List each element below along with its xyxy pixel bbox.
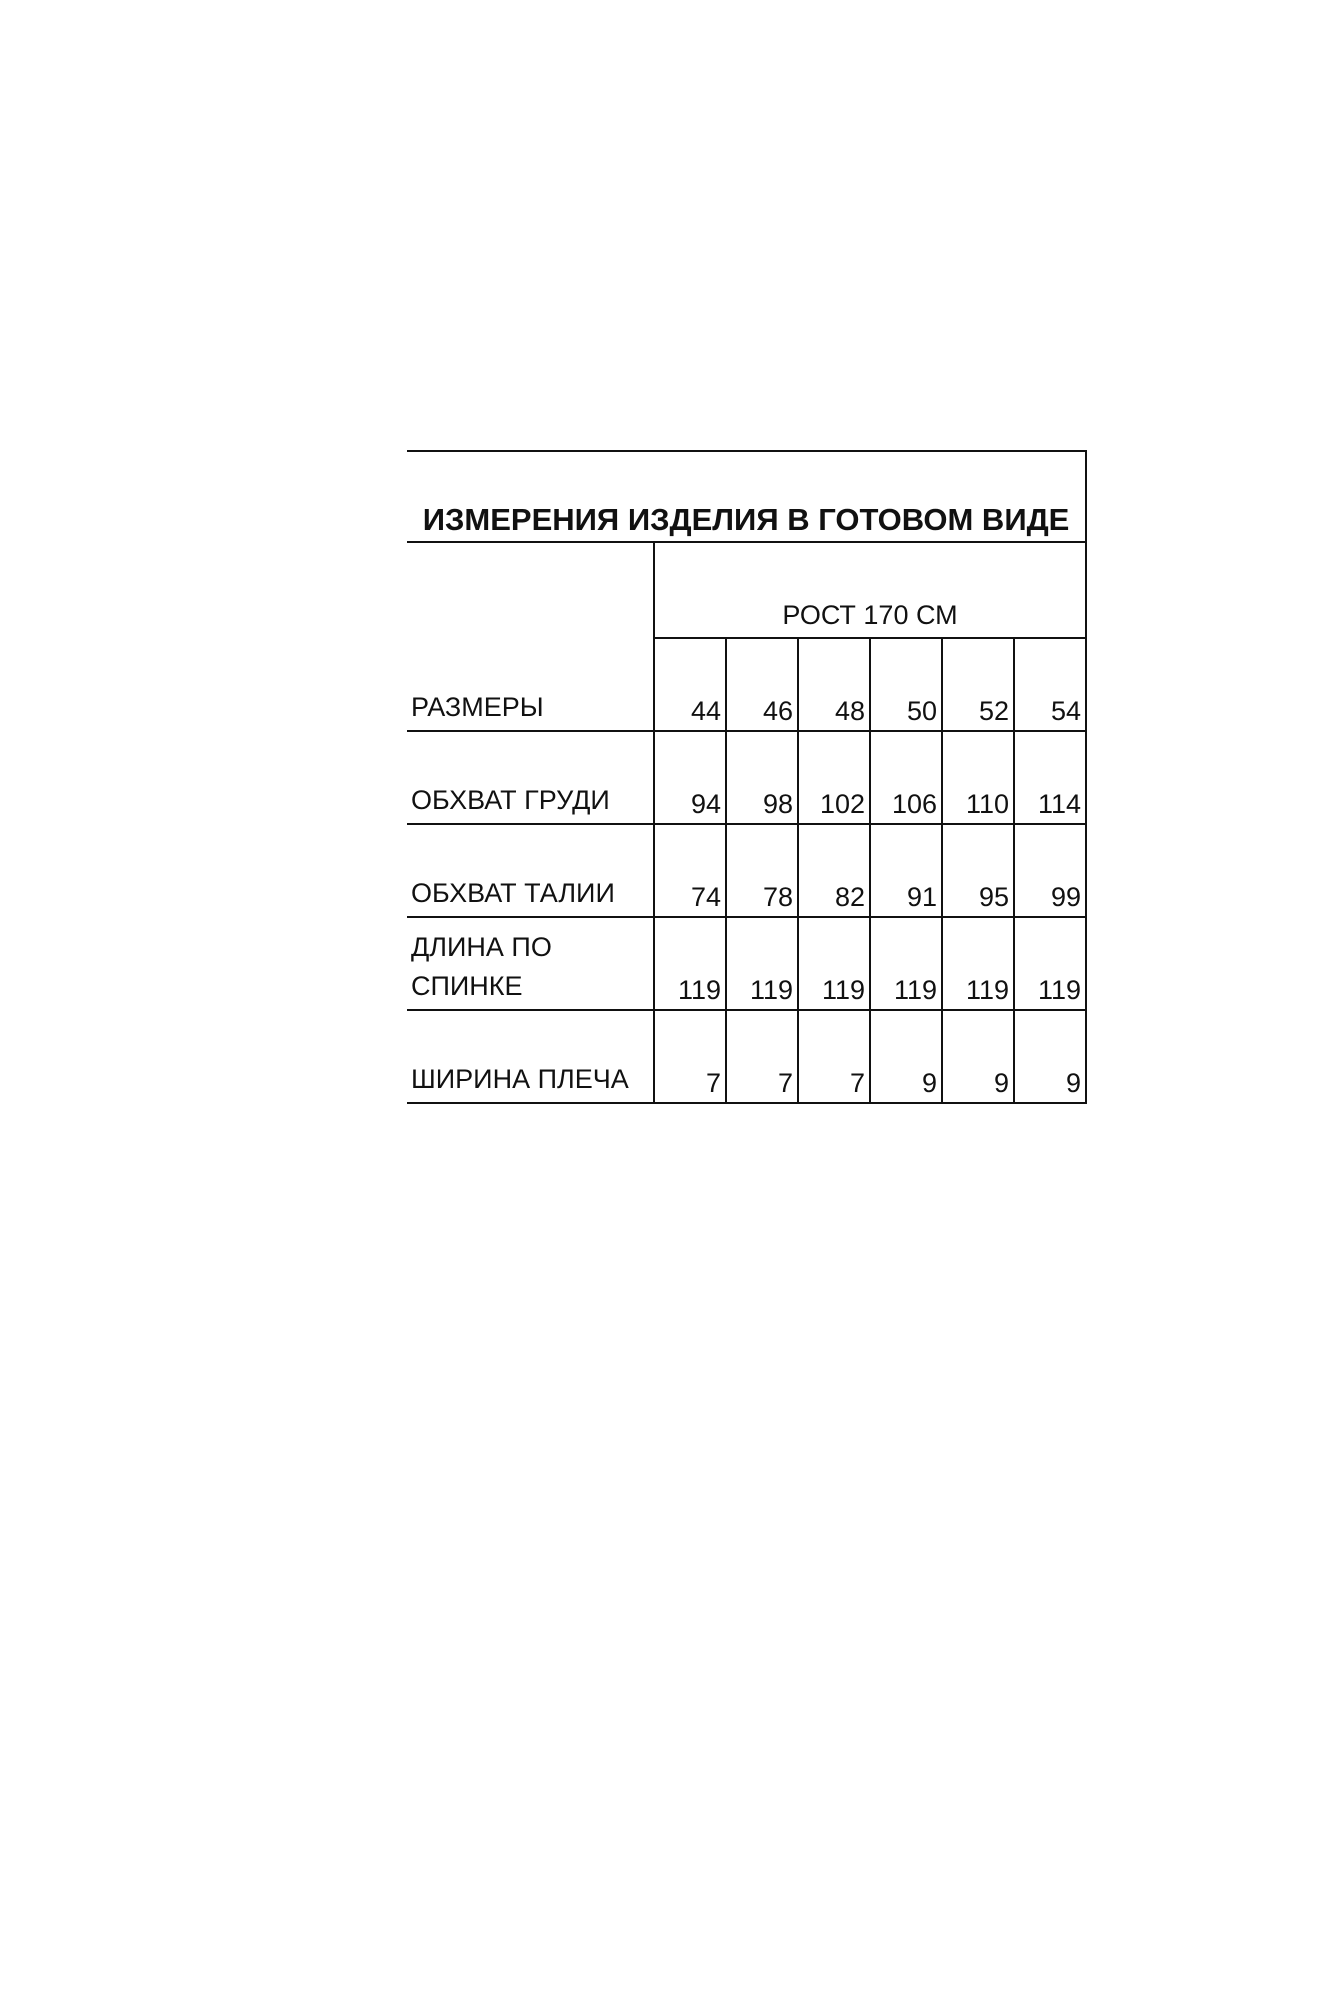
- table-row: [407, 824, 1086, 917]
- table-cell: 44: [654, 638, 726, 731]
- table-cell: 91: [870, 824, 942, 917]
- table-cell: 9: [942, 1010, 1014, 1103]
- measurements-table: [407, 450, 1087, 1104]
- table-cell: 95: [942, 824, 1014, 917]
- row-label-waist: ОБХВАТ ТАЛИИ: [407, 824, 654, 917]
- table-cell: 114: [1014, 731, 1086, 824]
- table-row: [407, 731, 1086, 824]
- row-label-sizes: РАЗМЕРЫ: [407, 638, 654, 731]
- table-row: [407, 638, 1086, 731]
- table-cell: 119: [798, 917, 870, 1010]
- table-cell: 82: [798, 824, 870, 917]
- table-cell: 119: [870, 917, 942, 1010]
- table-cell: 119: [726, 917, 798, 1010]
- table-cell: 98: [726, 731, 798, 824]
- height-header: РОСТ 170 СМ: [654, 542, 1086, 638]
- table-cell: 7: [654, 1010, 726, 1103]
- table-cell: 9: [1014, 1010, 1086, 1103]
- row-label-shoulder-width: ШИРИНА ПЛЕЧА: [407, 1010, 654, 1103]
- table-cell: 102: [798, 731, 870, 824]
- table-cell: 9: [870, 1010, 942, 1103]
- table-cell: 74: [654, 824, 726, 917]
- table-cell: 48: [798, 638, 870, 731]
- table-row: [407, 1010, 1086, 1103]
- height-row-spacer: [407, 542, 654, 638]
- table-cell: 7: [726, 1010, 798, 1103]
- table-cell: 119: [942, 917, 1014, 1010]
- title-row: [407, 451, 1086, 542]
- table-cell: 106: [870, 731, 942, 824]
- height-row: [407, 542, 1086, 638]
- table-cell: 52: [942, 638, 1014, 731]
- table-cell: 99: [1014, 824, 1086, 917]
- table-title: ИЗМЕРЕНИЯ ИЗДЕЛИЯ В ГОТОВОМ ВИДЕ: [407, 451, 1086, 542]
- table-cell: 78: [726, 824, 798, 917]
- row-label-back-length: ДЛИНА ПО СПИНКЕ: [407, 917, 654, 1010]
- table-cell: 7: [798, 1010, 870, 1103]
- table-cell: 94: [654, 731, 726, 824]
- table-cell: 110: [942, 731, 1014, 824]
- table-cell: 54: [1014, 638, 1086, 731]
- table-cell: 119: [654, 917, 726, 1010]
- table-cell: 46: [726, 638, 798, 731]
- table-row: [407, 917, 1086, 1010]
- table-cell: 119: [1014, 917, 1086, 1010]
- table-cell: 50: [870, 638, 942, 731]
- size-chart: [407, 450, 1086, 1104]
- row-label-chest: ОБХВАТ ГРУДИ: [407, 731, 654, 824]
